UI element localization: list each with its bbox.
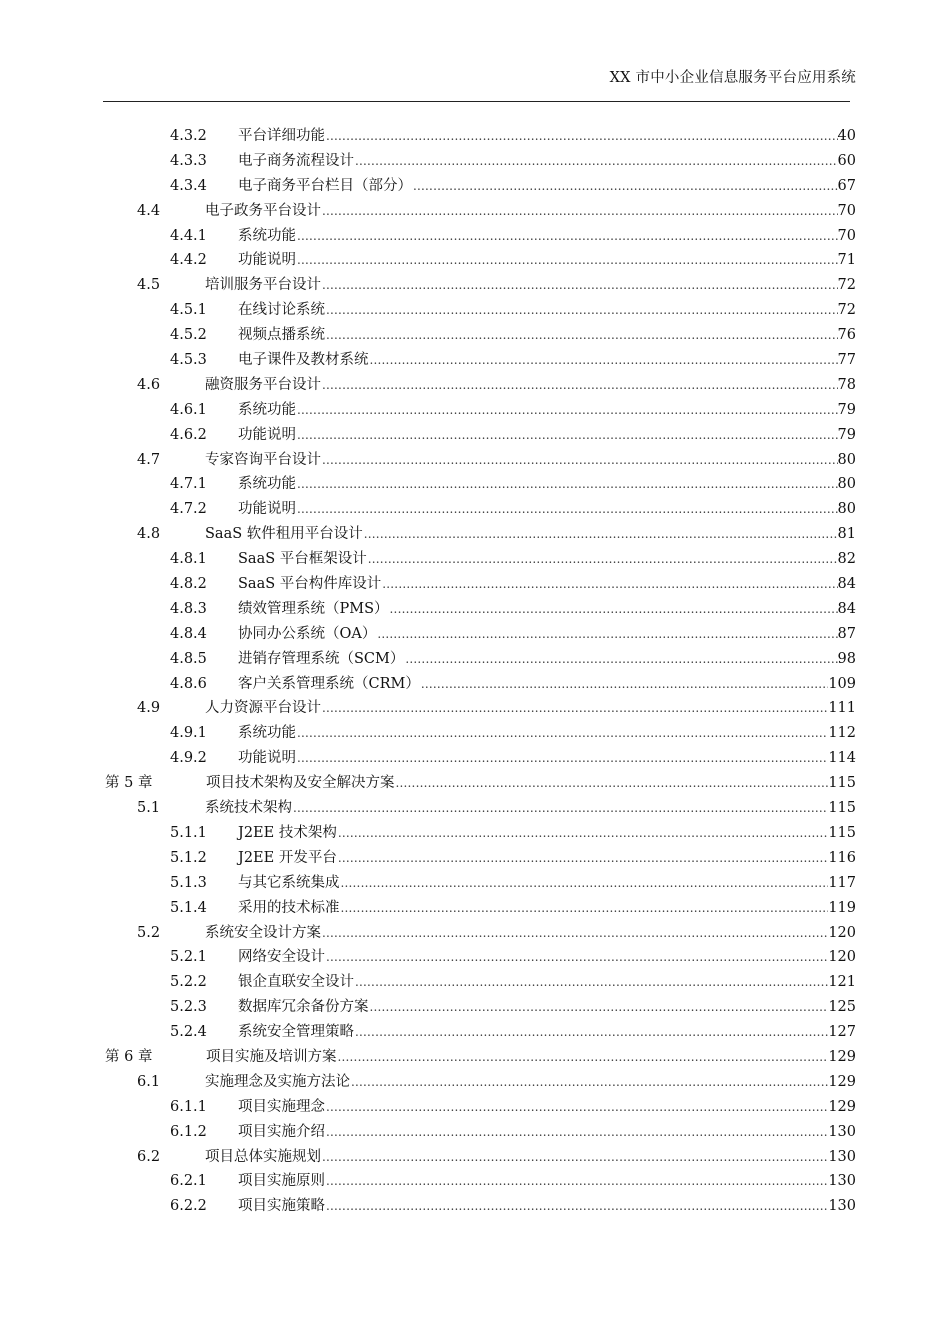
toc-dot-leader	[338, 1045, 829, 1070]
toc-entry[interactable]	[103, 1194, 856, 1219]
toc-entry-page: 127	[828, 1024, 856, 1041]
toc-dot-leader	[322, 448, 838, 473]
toc-entry-number: 4.9.2	[170, 750, 207, 767]
toc-entry-page: 130	[828, 1198, 856, 1215]
toc-entry-title: 绩效管理系统（PMS）	[238, 600, 389, 617]
toc-entry-number: 4.9.1	[170, 725, 207, 742]
toc-entry[interactable]	[103, 647, 856, 672]
toc-entry-title: 项目总体实施规划	[205, 1148, 321, 1165]
toc-entry-title: 网络安全设计	[238, 949, 325, 966]
toc-dot-leader	[368, 547, 838, 572]
toc-dot-leader	[297, 398, 838, 423]
toc-entry[interactable]	[103, 945, 856, 970]
toc-entry-line	[238, 871, 856, 896]
toc-entry-line	[238, 846, 856, 871]
toc-entry-number: 4.8.2	[170, 576, 207, 593]
toc-entry-line	[238, 398, 856, 423]
toc-entry[interactable]	[103, 448, 856, 473]
toc-entry-line	[238, 1120, 856, 1145]
toc-entry-number: 5.2.4	[170, 1024, 207, 1041]
toc-dot-leader	[396, 771, 829, 796]
toc-entry-page: 77	[837, 352, 856, 369]
toc-entry-line	[238, 547, 856, 572]
toc-entry-page: 129	[828, 1048, 856, 1065]
toc-entry-page: 120	[828, 924, 856, 941]
toc-entry-page: 70	[837, 227, 856, 244]
toc-dot-leader	[370, 348, 838, 373]
toc-entry-page: 111	[828, 700, 856, 717]
toc-dot-leader	[297, 721, 828, 746]
toc-entry[interactable]	[103, 298, 856, 323]
toc-dot-leader	[297, 497, 838, 522]
toc-entry-line	[238, 1194, 856, 1219]
toc-entry-page: 84	[837, 576, 856, 593]
toc-entry[interactable]	[103, 273, 856, 298]
toc-entry-line	[205, 696, 856, 721]
toc-dot-leader	[341, 896, 829, 921]
toc-entry[interactable]	[103, 871, 856, 896]
toc-entry-number: 6.2.2	[170, 1198, 207, 1215]
toc-entry[interactable]	[103, 672, 856, 697]
toc-entry-title: 电子商务平台栏目（部分）	[238, 177, 412, 194]
toc-dot-leader	[355, 149, 838, 174]
toc-entry-number: 第 6 章	[105, 1048, 153, 1065]
toc-entry-page: 80	[837, 476, 856, 493]
toc-entry[interactable]	[103, 124, 856, 149]
toc-entry-line	[205, 448, 856, 473]
toc-entry-page: 125	[828, 999, 856, 1016]
toc-entry-line	[238, 896, 856, 921]
toc-entry-page: 129	[828, 1073, 856, 1090]
toc-entry-page: 71	[837, 252, 856, 269]
toc-entry[interactable]	[103, 1095, 856, 1120]
toc-entry-title: 系统安全管理策略	[238, 1024, 354, 1041]
toc-entry-page: 119	[828, 899, 856, 916]
toc-entry[interactable]	[103, 896, 856, 921]
toc-entry-title: 在线讨论系统	[238, 302, 325, 319]
toc-entry-title: 平台详细功能	[238, 128, 325, 144]
toc-entry-number: 4.5.1	[170, 302, 207, 319]
toc-entry-line	[206, 771, 856, 796]
toc-entry-title: 功能说明	[238, 252, 296, 269]
toc-dot-leader	[377, 622, 837, 647]
toc-entry-number: 6.1.2	[170, 1123, 207, 1140]
toc-entry-line	[238, 995, 856, 1020]
toc-entry[interactable]	[103, 597, 856, 622]
toc-entry-title: 项目实施介绍	[238, 1123, 325, 1140]
toc-entry[interactable]	[103, 721, 856, 746]
toc-entry-page: 129	[828, 1098, 856, 1115]
toc-entry-line	[238, 423, 856, 448]
toc-entry[interactable]	[103, 796, 856, 821]
toc-entry-title: 采用的技术标准	[238, 899, 340, 916]
toc-entry-title: 融资服务平台设计	[205, 376, 321, 393]
toc-entry-line	[205, 1070, 856, 1095]
toc-entry-line	[238, 572, 856, 597]
toc-entry-page: 84	[837, 600, 856, 617]
toc-dot-leader	[326, 1120, 828, 1145]
toc-entry-line	[238, 1020, 856, 1045]
table-of-contents	[103, 124, 856, 1219]
toc-dot-leader	[322, 373, 838, 398]
toc-entry-number: 4.8.6	[170, 675, 207, 692]
toc-entry-line	[238, 174, 856, 199]
toc-entry-number: 4.5.3	[170, 352, 207, 369]
toc-entry-title: 视频点播系统	[238, 327, 325, 344]
toc-entry-page: 80	[837, 501, 856, 518]
toc-dot-leader	[351, 1070, 828, 1095]
toc-dot-leader	[355, 970, 828, 995]
toc-entry-line	[238, 647, 856, 672]
toc-entry[interactable]	[103, 348, 856, 373]
toc-dot-leader	[322, 1145, 828, 1170]
toc-dot-leader	[297, 248, 838, 273]
toc-entry-line	[238, 472, 856, 497]
toc-entry-title: 电子政务平台设计	[205, 202, 321, 219]
toc-dot-leader	[382, 572, 837, 597]
toc-entry-title: 功能说明	[238, 750, 296, 767]
toc-entry-title: 与其它系统集成	[238, 874, 340, 891]
toc-entry[interactable]	[103, 248, 856, 273]
toc-entry-number: 第 5 章	[105, 775, 153, 792]
toc-entry-title: J2EE 技术架构	[238, 824, 337, 841]
toc-entry-number: 4.4	[137, 202, 161, 219]
toc-entry-number: 4.3.2	[170, 128, 207, 144]
toc-entry[interactable]	[103, 472, 856, 497]
toc-entry-number: 4.4.2	[170, 252, 207, 269]
toc-entry-title: SaaS 平台构件库设计	[238, 576, 382, 593]
toc-entry-line	[205, 921, 856, 946]
toc-entry-line	[238, 672, 856, 697]
toc-entry-line	[206, 1045, 856, 1070]
toc-entry-line	[238, 1095, 856, 1120]
toc-entry[interactable]	[103, 199, 856, 224]
toc-entry-title: 人力资源平台设计	[205, 700, 321, 717]
toc-entry[interactable]	[103, 398, 856, 423]
toc-entry-title: 协同办公系统（OA）	[238, 625, 377, 642]
toc-entry-page: 67	[837, 177, 856, 194]
toc-dot-leader	[405, 647, 837, 672]
toc-entry-number: 4.6	[137, 376, 161, 393]
toc-dot-leader	[297, 423, 838, 448]
toc-entry-number: 4.8.1	[170, 551, 207, 568]
toc-entry-number: 6.1	[137, 1073, 161, 1090]
toc-entry-number: 4.8.3	[170, 600, 207, 617]
toc-entry-title: 银企直联安全设计	[238, 974, 354, 991]
toc-entry-number: 5.2.3	[170, 999, 207, 1016]
toc-entry-title: 项目实施原则	[238, 1173, 325, 1190]
toc-entry-page: 40	[837, 128, 856, 144]
toc-entry-line	[238, 945, 856, 970]
toc-entry-page: 98	[837, 650, 856, 667]
toc-entry-number: 4.5	[137, 277, 161, 294]
toc-entry[interactable]	[103, 821, 856, 846]
toc-entry[interactable]	[103, 1120, 856, 1145]
toc-entry-number: 6.2.1	[170, 1173, 207, 1190]
toc-entry-line	[205, 199, 856, 224]
toc-entry-number: 5.2	[137, 924, 161, 941]
toc-dot-leader	[326, 298, 838, 323]
toc-dot-leader	[297, 746, 828, 771]
toc-entry-page: 72	[837, 302, 856, 319]
toc-entry-page: 70	[837, 202, 856, 219]
toc-entry[interactable]	[103, 771, 856, 796]
toc-entry[interactable]	[103, 497, 856, 522]
toc-entry-title: 进销存管理系统（SCM）	[238, 650, 405, 667]
toc-entry-line	[205, 273, 856, 298]
toc-entry-number: 5.1.1	[170, 824, 207, 841]
toc-entry-number: 5.1.2	[170, 849, 207, 866]
toc-entry[interactable]	[103, 572, 856, 597]
toc-entry-line	[205, 373, 856, 398]
toc-dot-leader	[326, 1194, 828, 1219]
toc-entry-title: 专家咨询平台设计	[205, 451, 321, 468]
toc-entry-line	[205, 796, 856, 821]
toc-entry-number: 5.1.3	[170, 874, 207, 891]
toc-dot-leader	[297, 224, 838, 249]
toc-entry-page: 130	[828, 1123, 856, 1140]
toc-entry-number: 4.5.2	[170, 327, 207, 344]
toc-entry-page: 115	[828, 824, 856, 841]
toc-entry-line	[238, 298, 856, 323]
toc-entry-title: 系统功能	[238, 725, 296, 742]
toc-dot-leader	[338, 821, 828, 846]
toc-dot-leader	[413, 174, 838, 199]
toc-entry[interactable]	[103, 921, 856, 946]
toc-entry[interactable]	[103, 995, 856, 1020]
toc-entry-page: 115	[828, 775, 856, 792]
toc-dot-leader	[390, 597, 838, 622]
toc-entry-title: 电子商务流程设计	[238, 152, 354, 169]
toc-entry[interactable]	[103, 174, 856, 199]
toc-entry[interactable]	[103, 423, 856, 448]
toc-entry-title: 培训服务平台设计	[205, 277, 321, 294]
toc-entry-line	[238, 124, 856, 149]
toc-entry-title: SaaS 软件租用平台设计	[205, 526, 363, 543]
toc-dot-leader	[322, 273, 838, 298]
toc-entry-number: 4.8.4	[170, 625, 207, 642]
toc-entry[interactable]	[103, 522, 856, 547]
toc-entry-title: SaaS 平台框架设计	[238, 551, 367, 568]
toc-entry[interactable]	[103, 323, 856, 348]
toc-entry-title: 系统安全设计方案	[205, 924, 321, 941]
toc-entry-title: 数据库冗余备份方案	[238, 999, 369, 1016]
toc-dot-leader	[341, 871, 829, 896]
toc-entry[interactable]	[103, 1070, 856, 1095]
toc-entry-number: 5.1	[137, 800, 161, 817]
toc-entry-page: 130	[828, 1148, 856, 1165]
toc-dot-leader	[322, 199, 838, 224]
toc-entry[interactable]	[103, 622, 856, 647]
toc-entry-page: 80	[837, 451, 856, 468]
toc-entry-page: 82	[837, 551, 856, 568]
toc-dot-leader	[326, 1095, 828, 1120]
toc-entry-number: 4.6.2	[170, 426, 207, 443]
toc-dot-leader	[297, 472, 838, 497]
toc-entry[interactable]	[103, 1045, 856, 1070]
toc-dot-leader	[326, 1169, 828, 1194]
toc-entry[interactable]	[103, 846, 856, 871]
toc-entry-line	[238, 970, 856, 995]
toc-entry-number: 4.7.2	[170, 501, 207, 518]
toc-entry-line	[238, 497, 856, 522]
toc-dot-leader	[322, 921, 828, 946]
toc-entry-number: 4.7	[137, 451, 161, 468]
toc-entry-number: 6.1.1	[170, 1098, 207, 1115]
toc-entry-page: 81	[837, 526, 856, 543]
toc-entry[interactable]	[103, 1020, 856, 1045]
header-rule	[103, 101, 850, 102]
toc-entry-page: 115	[828, 800, 856, 817]
toc-dot-leader	[326, 124, 838, 149]
toc-entry-line	[238, 1169, 856, 1194]
toc-entry[interactable]	[103, 547, 856, 572]
toc-dot-leader	[322, 696, 828, 721]
toc-entry-title: 项目实施及培训方案	[206, 1048, 337, 1065]
toc-entry-number: 5.2.1	[170, 949, 207, 966]
toc-entry-line	[238, 323, 856, 348]
toc-entry-page: 109	[828, 675, 856, 692]
toc-entry-line	[238, 149, 856, 174]
toc-entry-page: 78	[837, 376, 856, 393]
toc-entry-number: 5.1.4	[170, 899, 207, 916]
toc-entry-line	[238, 721, 856, 746]
toc-entry-title: J2EE 开发平台	[238, 849, 337, 866]
toc-entry-number: 4.6.1	[170, 401, 207, 418]
toc-entry-title: 项目技术架构及安全解决方案	[206, 775, 395, 792]
toc-entry-title: 电子课件及教材系统	[238, 352, 369, 369]
toc-entry-page: 60	[837, 152, 856, 169]
toc-entry-title: 实施理念及实施方法论	[205, 1073, 350, 1090]
toc-entry-line	[205, 1145, 856, 1170]
toc-entry-page: 117	[828, 874, 856, 891]
toc-entry-page: 79	[837, 401, 856, 418]
toc-entry-page: 120	[828, 949, 856, 966]
toc-entry[interactable]	[103, 970, 856, 995]
toc-dot-leader	[326, 945, 828, 970]
toc-dot-leader	[293, 796, 828, 821]
toc-entry-line	[238, 821, 856, 846]
toc-entry-number: 4.3.3	[170, 152, 207, 169]
toc-entry-line	[238, 224, 856, 249]
toc-entry-page: 79	[837, 426, 856, 443]
toc-entry[interactable]	[103, 746, 856, 771]
toc-entry-page: 116	[828, 849, 856, 866]
toc-entry-title: 客户关系管理系统（CRM）	[238, 675, 420, 692]
toc-entry-title: 功能说明	[238, 501, 296, 518]
toc-entry-title: 系统功能	[238, 476, 296, 493]
toc-dot-leader	[421, 672, 828, 697]
toc-entry-page: 87	[837, 625, 856, 642]
toc-entry-title: 系统功能	[238, 401, 296, 418]
toc-entry-title: 系统技术架构	[205, 800, 292, 817]
toc-entry[interactable]	[103, 373, 856, 398]
toc-dot-leader	[326, 323, 838, 348]
toc-entry-number: 4.8	[137, 526, 161, 543]
toc-entry[interactable]	[103, 696, 856, 721]
toc-entry-title: 系统功能	[238, 227, 296, 244]
toc-dot-leader	[355, 1020, 828, 1045]
toc-dot-leader	[364, 522, 838, 547]
toc-entry[interactable]	[103, 1145, 856, 1170]
toc-entry-line	[238, 348, 856, 373]
toc-entry[interactable]	[103, 224, 856, 249]
toc-entry-title: 功能说明	[238, 426, 296, 443]
toc-entry-page: 121	[828, 974, 856, 991]
toc-entry-line	[238, 622, 856, 647]
toc-entry-number: 4.4.1	[170, 227, 207, 244]
toc-entry-number: 6.2	[137, 1148, 161, 1165]
toc-entry-number: 4.7.1	[170, 476, 207, 493]
toc-entry-number: 4.8.5	[170, 650, 207, 667]
toc-dot-leader	[338, 846, 828, 871]
toc-entry[interactable]	[103, 1169, 856, 1194]
toc-entry-page: 76	[837, 327, 856, 344]
toc-entry-page: 130	[828, 1173, 856, 1190]
toc-entry-number: 4.9	[137, 700, 161, 717]
toc-entry-line	[238, 597, 856, 622]
toc-entry-line	[238, 746, 856, 771]
toc-entry-page: 112	[828, 725, 856, 742]
toc-entry-line	[238, 248, 856, 273]
toc-entry-number: 5.2.2	[170, 974, 207, 991]
toc-entry-line	[205, 522, 856, 547]
toc-entry-page: 72	[837, 277, 856, 294]
toc-entry[interactable]	[103, 149, 856, 174]
header-title: XX 市中小企业信息服务平台应用系统	[609, 70, 856, 86]
toc-dot-leader	[370, 995, 829, 1020]
toc-entry-page: 114	[828, 750, 856, 767]
toc-entry-title: 项目实施理念	[238, 1098, 325, 1115]
toc-entry-number: 4.3.4	[170, 177, 207, 194]
toc-entry-title: 项目实施策略	[238, 1198, 325, 1215]
